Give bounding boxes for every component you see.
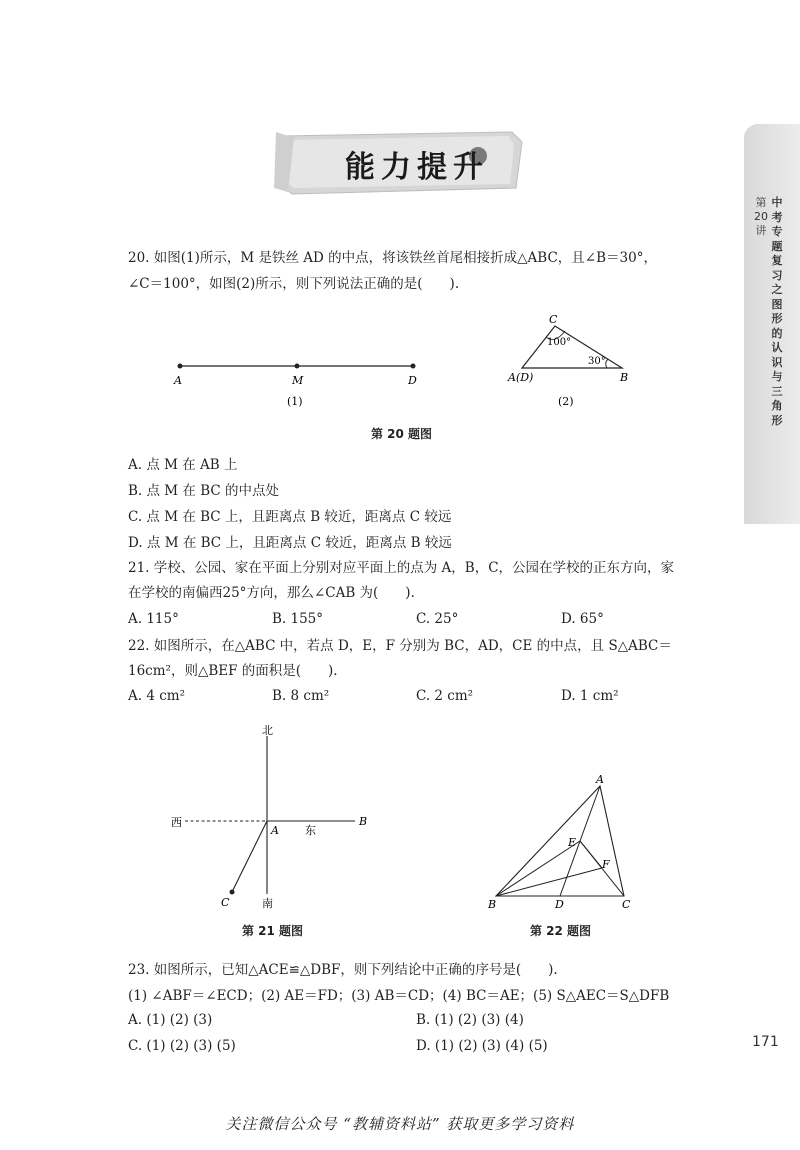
fig22-label-C: C	[622, 898, 631, 911]
q22-figure	[480, 770, 650, 920]
q22-stem-line1: 22. 如图所示，在△ABC 中，若点 D，E，F 分别为 BC，AD，CE 的中点，且 S△ABC＝	[128, 638, 672, 654]
q20-option-d: D. 点 M 在 BC 上，且距离点 C 较近，距离点 B 较远	[128, 535, 452, 551]
fig20-sub2: (2)	[558, 395, 574, 408]
fig21-west: 西	[171, 816, 182, 829]
q20-caption: 第 20 题图	[371, 427, 433, 441]
fig22-label-E: E	[568, 836, 577, 849]
q21-option-a: A. 115°	[128, 611, 179, 627]
q20-option-a: A. 点 M 在 AB 上	[128, 457, 238, 473]
q20-figure-2	[500, 308, 640, 408]
fig20-label-D: D	[408, 374, 417, 387]
q22-caption: 第 22 题图	[530, 924, 592, 938]
q20-stem-line1: 20. 如图(1)所示，M 是铁丝 AD 的中点，将该铁丝首尾相接折成△ABC，且∠B＝30°，	[128, 250, 657, 266]
fig21-label-C: C	[221, 896, 230, 909]
chapter-number: 第20讲	[754, 196, 768, 237]
q22-option-d: D. 1 cm²	[561, 688, 619, 704]
q23-option-a: A. (1) (2) (3)	[128, 1012, 213, 1028]
q21-option-d: D. 65°	[561, 611, 604, 627]
fig22-label-A: A	[596, 773, 604, 786]
fig20-label-B: B	[620, 371, 629, 384]
fig22-label-B: B	[488, 898, 497, 911]
chapter-topic: 中考专题复习之图形的认识与三角形	[771, 196, 783, 427]
q20-option-b: B. 点 M 在 BC 的中点处	[128, 483, 279, 499]
q23-stem-line2: (1) ∠ABF＝∠ECD；(2) AE＝FD；(3) AB＝CD；(4) BC＝AE；(5) S△AEC＝S△DFB	[128, 988, 670, 1004]
q21-option-b: B. 155°	[272, 611, 324, 627]
fig20-sub1: (1)	[287, 395, 303, 408]
fig20-angle-B: 30°	[588, 356, 606, 367]
q23-stem-line1: 23. 如图所示，已知△ACE≌△DBF，则下列结论中正确的序号是( ).	[128, 962, 558, 978]
fig21-south: 南	[262, 897, 273, 910]
q21-option-c: C. 25°	[416, 611, 459, 627]
q23-option-d: D. (1) (2) (3) (4) (5)	[416, 1038, 548, 1054]
page-title: 能力提升	[345, 150, 489, 185]
q22-stem-line2: 16cm²，则△BEF 的面积是( ).	[128, 663, 338, 679]
fig21-label-B: B	[359, 815, 368, 828]
q22-option-c: C. 2 cm²	[416, 688, 474, 704]
q20-option-c: C. 点 M 在 BC 上，且距离点 B 较近，距离点 C 较远	[128, 509, 452, 525]
q21-stem-line2: 在学校的南偏西25°方向，那么∠CAB 为( ).	[128, 585, 415, 601]
fig22-label-F: F	[602, 858, 610, 871]
q21-caption: 第 21 题图	[242, 924, 304, 938]
q23-option-c: C. (1) (2) (3) (5)	[128, 1038, 236, 1054]
q20-figure-1	[170, 355, 430, 415]
fig20-label-C: C	[549, 313, 558, 326]
q22-option-b: B. 8 cm²	[272, 688, 330, 704]
q23-option-b: B. (1) (2) (3) (4)	[416, 1012, 524, 1028]
footer-note: 关注微信公众号 “教辅资料站” 获取更多学习资料	[225, 1115, 575, 1133]
fig21-label-A: A	[271, 824, 279, 837]
fig20-angle-C: 100°	[547, 337, 572, 348]
fig20-label-A: A	[174, 374, 182, 387]
fig21-east: 东	[305, 824, 316, 837]
q20-stem-line2: ∠C＝100°，如图(2)所示，则下列说法正确的是( ).	[128, 276, 460, 292]
fig21-north: 北	[262, 724, 273, 737]
fig20-label-M: M	[292, 374, 304, 387]
fig20-label-AD: A(D)	[508, 371, 534, 384]
q22-option-a: A. 4 cm²	[128, 688, 185, 704]
q21-stem-line1: 21. 学校、公园、家在平面上分别对应平面上的点为 A，B，C，公园在学校的正东方向，家	[128, 560, 675, 576]
page-number: 171	[752, 1034, 779, 1050]
q21-figure	[165, 722, 385, 922]
fig22-label-D: D	[555, 898, 564, 911]
